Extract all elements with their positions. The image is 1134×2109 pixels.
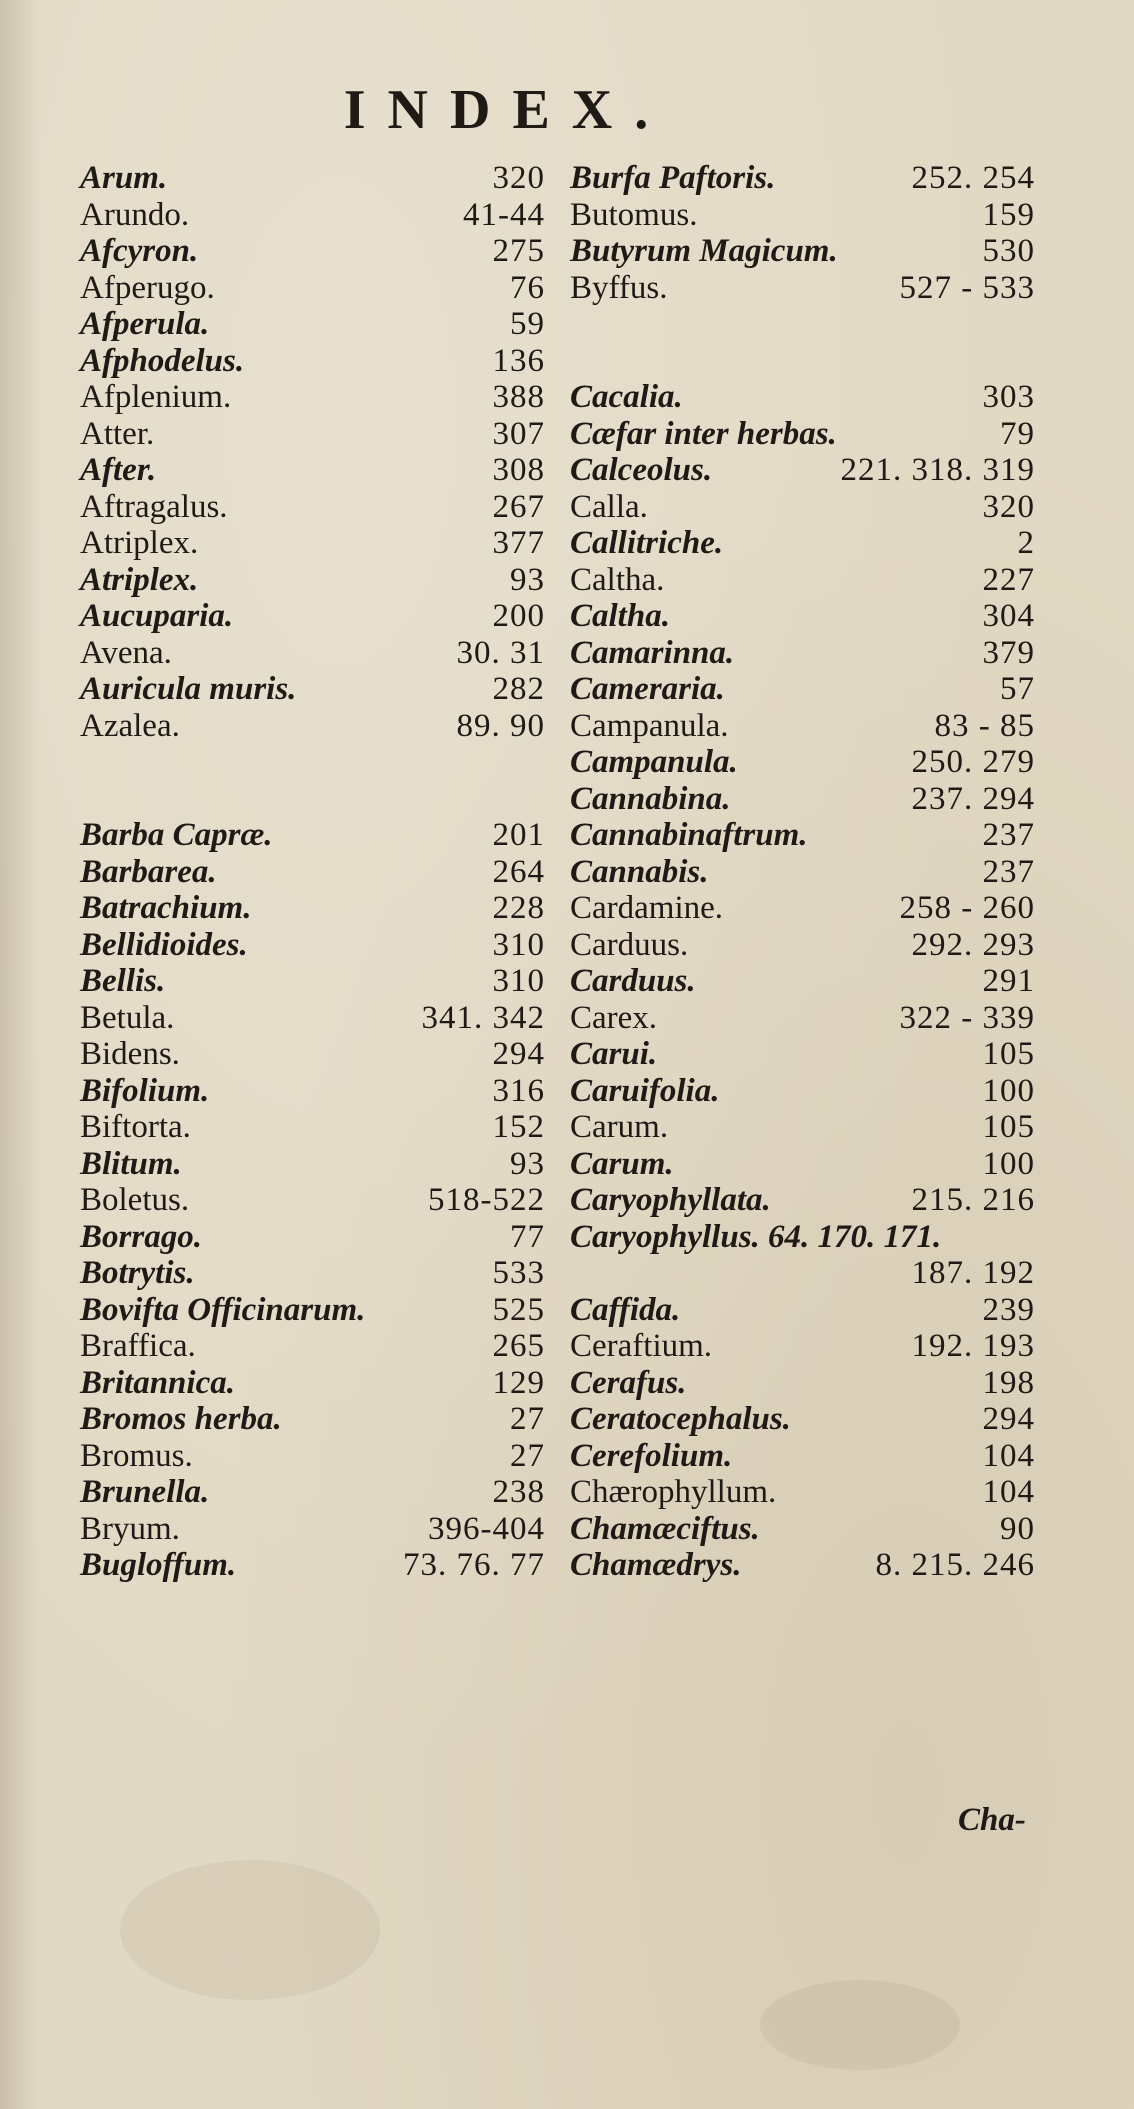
page-numbers: 308 xyxy=(492,452,545,488)
page-numbers: 533 xyxy=(492,1255,545,1291)
page-numbers: 159 xyxy=(982,196,1035,233)
index-entry xyxy=(80,781,545,818)
index-entry xyxy=(80,1219,545,1256)
index-entry xyxy=(80,489,545,526)
index-term: Carum. xyxy=(570,1145,674,1182)
index-entry xyxy=(80,562,545,599)
index-term: Butomus. xyxy=(570,196,698,233)
paper-stain xyxy=(120,1860,380,2000)
page-numbers: 304 xyxy=(982,598,1035,634)
index-term: Batrachium. xyxy=(80,890,252,926)
index-entry xyxy=(570,233,1035,270)
index-entry xyxy=(570,1474,1035,1511)
index-term: Blitum. xyxy=(80,1145,182,1182)
index-entry xyxy=(80,963,545,1000)
page-numbers: 201 xyxy=(492,817,545,853)
index-entry xyxy=(570,1219,1035,1256)
index-term: Caryophyllata. xyxy=(570,1182,771,1218)
page-numbers: 294 xyxy=(492,1036,545,1072)
page-numbers: 89. 90 xyxy=(456,707,545,744)
index-entry xyxy=(80,197,545,234)
index-entry xyxy=(80,1401,545,1438)
index-term: Bellidioides. xyxy=(80,926,248,963)
index-term: Atriplex. xyxy=(80,525,199,561)
index-term: Aftragalus. xyxy=(80,488,228,525)
index-term: Campanula. xyxy=(570,707,729,744)
index-term: Caltha. xyxy=(570,598,670,634)
index-term: Afcyron. xyxy=(80,233,199,269)
page-numbers: 377 xyxy=(492,525,545,561)
index-term: Avena. xyxy=(80,634,172,671)
index-entry xyxy=(570,744,1035,781)
index-entry xyxy=(80,927,545,964)
index-term: Bellis. xyxy=(80,963,166,999)
index-term: Caltha. xyxy=(570,561,665,598)
page-numbers: 136 xyxy=(492,342,545,379)
page-numbers: 530 xyxy=(982,233,1035,269)
paper-stain xyxy=(760,1980,960,2070)
page-numbers: 76 xyxy=(510,269,545,306)
page-numbers: 316 xyxy=(492,1072,545,1109)
page-numbers: 239 xyxy=(982,1291,1035,1328)
page-numbers: 250. 279 xyxy=(911,744,1035,780)
page-numbers: 252. 254 xyxy=(911,160,1035,196)
index-entry xyxy=(80,817,545,854)
index-entry xyxy=(570,379,1035,416)
page-numbers: 237 xyxy=(982,853,1035,890)
index-term: Arum. xyxy=(80,160,168,196)
page-gutter-shadow xyxy=(0,0,40,2109)
index-entry xyxy=(570,671,1035,708)
index-entry xyxy=(80,1109,545,1146)
index-term: Chamæciftus. xyxy=(570,1510,760,1547)
index-term: Ceratocephalus. xyxy=(570,1401,791,1437)
index-entry xyxy=(570,1182,1035,1219)
page-numbers: 152 xyxy=(492,1109,545,1145)
index-entry xyxy=(80,598,545,635)
index-entry xyxy=(570,343,1035,380)
index-entry xyxy=(80,671,545,708)
index-term: Afperula. xyxy=(80,306,210,342)
index-entry xyxy=(80,1511,545,1548)
index-term: Carduus. xyxy=(570,926,689,963)
catchword: Cha- xyxy=(958,1802,1026,1838)
page-numbers: 200 xyxy=(492,598,545,634)
page-numbers: 79 xyxy=(1000,415,1035,452)
page-numbers: 265 xyxy=(492,1328,545,1364)
page-numbers: 379 xyxy=(982,634,1035,671)
index-term: Britannica. xyxy=(80,1364,235,1401)
page-numbers: 129 xyxy=(492,1364,545,1401)
index-term: Cannabina. xyxy=(570,780,731,817)
index-entry xyxy=(80,1182,545,1219)
index-entry xyxy=(570,1146,1035,1183)
index-term: Chærophyllum. xyxy=(570,1474,777,1510)
index-entry xyxy=(80,708,545,745)
index-term: Cacalia. xyxy=(570,379,683,415)
index-term: Atriplex. xyxy=(80,561,199,598)
index-term: Chamædrys. xyxy=(570,1547,742,1583)
index-term: Cameraria. xyxy=(570,671,725,707)
index-entry xyxy=(570,927,1035,964)
index-term: Carduus. xyxy=(570,963,696,999)
index-entry xyxy=(80,1547,545,1584)
index-entry xyxy=(570,160,1035,197)
index-term: Bugloffum. xyxy=(80,1547,237,1583)
index-term: Cæfar inter herbas. xyxy=(570,415,837,452)
page-numbers: 187. 192 xyxy=(911,1255,1035,1291)
page-numbers: 27 xyxy=(510,1437,545,1474)
index-entry xyxy=(80,306,545,343)
page-numbers: 93 xyxy=(510,1145,545,1182)
index-entry xyxy=(570,562,1035,599)
index-term: Cerefolium. xyxy=(570,1437,733,1474)
page-numbers: 59 xyxy=(510,306,545,342)
index-entry xyxy=(80,452,545,489)
index-entry xyxy=(570,270,1035,307)
page-numbers: 396-404 xyxy=(428,1510,545,1547)
page-numbers: 41-44 xyxy=(463,196,545,233)
page-numbers: 518-522 xyxy=(428,1182,545,1218)
index-term: Carui. xyxy=(570,1036,658,1072)
page-numbers: 258 - 260 xyxy=(899,890,1035,926)
index-term: Bromus. xyxy=(80,1437,193,1474)
page-numbers: 291 xyxy=(982,963,1035,999)
index-term: Carex. xyxy=(570,999,658,1036)
index-entry xyxy=(570,963,1035,1000)
index-entry xyxy=(570,525,1035,562)
page-numbers: 525 xyxy=(492,1291,545,1328)
index-term: Borrago. xyxy=(80,1218,202,1255)
page-numbers: 77 xyxy=(510,1218,545,1255)
page-numbers: 100 xyxy=(982,1072,1035,1109)
index-entry xyxy=(80,379,545,416)
index-entry xyxy=(570,708,1035,745)
index-term: Byffus. xyxy=(570,269,668,306)
index-entry xyxy=(570,452,1035,489)
index-term: Botrytis. xyxy=(80,1255,195,1291)
index-entry xyxy=(570,598,1035,635)
index-entry xyxy=(80,635,545,672)
index-term: Burfa Paftoris. xyxy=(570,160,776,196)
page-numbers: 198 xyxy=(982,1364,1035,1401)
index-entry xyxy=(80,1255,545,1292)
index-term: Boletus. xyxy=(80,1182,190,1218)
index-entry xyxy=(570,197,1035,234)
page-numbers: 105 xyxy=(982,1109,1035,1145)
page-numbers: 73. 76. 77 xyxy=(403,1547,545,1583)
index-term: Cardamine. xyxy=(570,890,724,926)
page-numbers: 104 xyxy=(982,1474,1035,1510)
index-term: Afphodelus. xyxy=(80,342,245,379)
page-numbers: 237. 294 xyxy=(911,780,1035,817)
index-entry xyxy=(570,1401,1035,1438)
index-term: Afperugo. xyxy=(80,269,215,306)
index-term: Azalea. xyxy=(80,707,180,744)
index-entry xyxy=(570,1073,1035,1110)
index-entry xyxy=(570,854,1035,891)
index-entry xyxy=(80,233,545,270)
index-entry xyxy=(570,1109,1035,1146)
page-numbers: 527 - 533 xyxy=(899,269,1035,306)
index-entry xyxy=(80,343,545,380)
page-numbers: 310 xyxy=(492,926,545,963)
page-numbers: 83 - 85 xyxy=(934,707,1035,744)
index-entry xyxy=(80,854,545,891)
page-numbers: 30. 31 xyxy=(456,634,545,671)
page-title: INDEX. xyxy=(343,79,671,141)
page-numbers: 267 xyxy=(492,488,545,525)
index-entry xyxy=(570,306,1035,343)
index-term: Bryum. xyxy=(80,1510,180,1547)
index-column-left xyxy=(80,160,545,1584)
page-numbers: 388 xyxy=(492,379,545,415)
index-entry xyxy=(80,1365,545,1402)
page-numbers: 221. 318. 319 xyxy=(840,452,1035,488)
index-entry xyxy=(570,489,1035,526)
page-numbers: 105 xyxy=(982,1036,1035,1072)
index-term: Bifolium. xyxy=(80,1072,210,1109)
index-entry xyxy=(570,781,1035,818)
index-term: Callitriche. xyxy=(570,525,724,561)
page-numbers: 104 xyxy=(982,1437,1035,1474)
index-term: Auricula muris. xyxy=(80,671,297,707)
index-entry xyxy=(570,1000,1035,1037)
index-term: Betula. xyxy=(80,999,175,1036)
index-term: Arundo. xyxy=(80,196,190,233)
index-entry xyxy=(570,817,1035,854)
index-term: Bromos herba. xyxy=(80,1401,282,1437)
index-entry xyxy=(80,270,545,307)
page-numbers: 27 xyxy=(510,1401,545,1437)
index-entry xyxy=(80,160,545,197)
page-numbers: 228 xyxy=(492,890,545,926)
index-term: Caffida. xyxy=(570,1291,681,1328)
index-entry xyxy=(80,525,545,562)
index-term: Biftorta. xyxy=(80,1109,191,1145)
index-entry xyxy=(80,1000,545,1037)
index-term: Calla. xyxy=(570,488,648,525)
page-numbers: 275 xyxy=(492,233,545,269)
index-term: Cerafus. xyxy=(570,1364,687,1401)
index-term: Brunella. xyxy=(80,1474,210,1510)
index-entry xyxy=(570,1292,1035,1329)
page-numbers: 8. 215. 246 xyxy=(875,1547,1035,1583)
index-entry xyxy=(570,1036,1035,1073)
page-numbers: 264 xyxy=(492,853,545,890)
page-numbers: 237 xyxy=(982,817,1035,853)
page-numbers: 2 xyxy=(1017,525,1035,561)
index-entry xyxy=(570,635,1035,672)
index-entry xyxy=(570,1328,1035,1365)
page-numbers: 292. 293 xyxy=(911,926,1035,963)
page-numbers: 238 xyxy=(492,1474,545,1510)
index-term: Camarinna. xyxy=(570,634,735,671)
index-entry xyxy=(80,1073,545,1110)
page-numbers: 57 xyxy=(1000,671,1035,707)
index-term: Ceraftium. xyxy=(570,1328,713,1364)
page-numbers: 307 xyxy=(492,415,545,452)
index-entry xyxy=(570,890,1035,927)
page-numbers: 282 xyxy=(492,671,545,707)
index-term: Barba Capræ. xyxy=(80,817,273,853)
index-term: Butyrum Magicum. xyxy=(570,233,838,269)
index-entry xyxy=(80,890,545,927)
page-numbers: 93 xyxy=(510,561,545,598)
page-numbers: 341. 342 xyxy=(421,999,545,1036)
page-numbers: 227 xyxy=(982,561,1035,598)
index-term: Cannabis. xyxy=(570,853,709,890)
index-term: Calceolus. xyxy=(570,452,713,488)
index-entry xyxy=(80,416,545,453)
page-numbers: 310 xyxy=(492,963,545,999)
page-numbers: 215. 216 xyxy=(911,1182,1035,1218)
index-entry xyxy=(80,1036,545,1073)
index-entry xyxy=(80,744,545,781)
index-term: Carum. xyxy=(570,1109,669,1145)
index-term: Cannabinaftrum. xyxy=(570,817,808,853)
index-entry xyxy=(80,1292,545,1329)
page-numbers: 303 xyxy=(982,379,1035,415)
index-term: Caruifolia. xyxy=(570,1072,720,1109)
index-term: Barbarea. xyxy=(80,853,217,890)
index-entry xyxy=(570,416,1035,453)
index-term: Bovifta Officinarum. xyxy=(80,1291,366,1328)
index-term: Campanula. xyxy=(570,744,738,780)
index-entry xyxy=(570,1547,1035,1584)
index-entry xyxy=(570,1255,1035,1292)
page-numbers: 320 xyxy=(982,488,1035,525)
index-term: Braffica. xyxy=(80,1328,196,1364)
page-numbers: 322 - 339 xyxy=(899,999,1035,1036)
index-entry xyxy=(80,1328,545,1365)
index-entry xyxy=(80,1474,545,1511)
page-numbers: 320 xyxy=(492,160,545,196)
index-term: Afplenium. xyxy=(80,379,232,415)
page-numbers: 90 xyxy=(1000,1510,1035,1547)
index-column-right xyxy=(570,160,1035,1584)
page-numbers: 100 xyxy=(982,1145,1035,1182)
index-term: Caryophyllus. 64. 170. 171. xyxy=(570,1218,942,1255)
index-term: Bidens. xyxy=(80,1036,180,1072)
index-entry xyxy=(570,1365,1035,1402)
index-entry xyxy=(80,1146,545,1183)
index-term: After. xyxy=(80,452,157,488)
index-entry xyxy=(80,1438,545,1475)
page-numbers: 294 xyxy=(982,1401,1035,1437)
page-numbers: 192. 193 xyxy=(911,1328,1035,1364)
index-entry xyxy=(570,1511,1035,1548)
index-term: Atter. xyxy=(80,415,155,452)
index-term: Aucuparia. xyxy=(80,598,234,634)
index-entry xyxy=(570,1438,1035,1475)
